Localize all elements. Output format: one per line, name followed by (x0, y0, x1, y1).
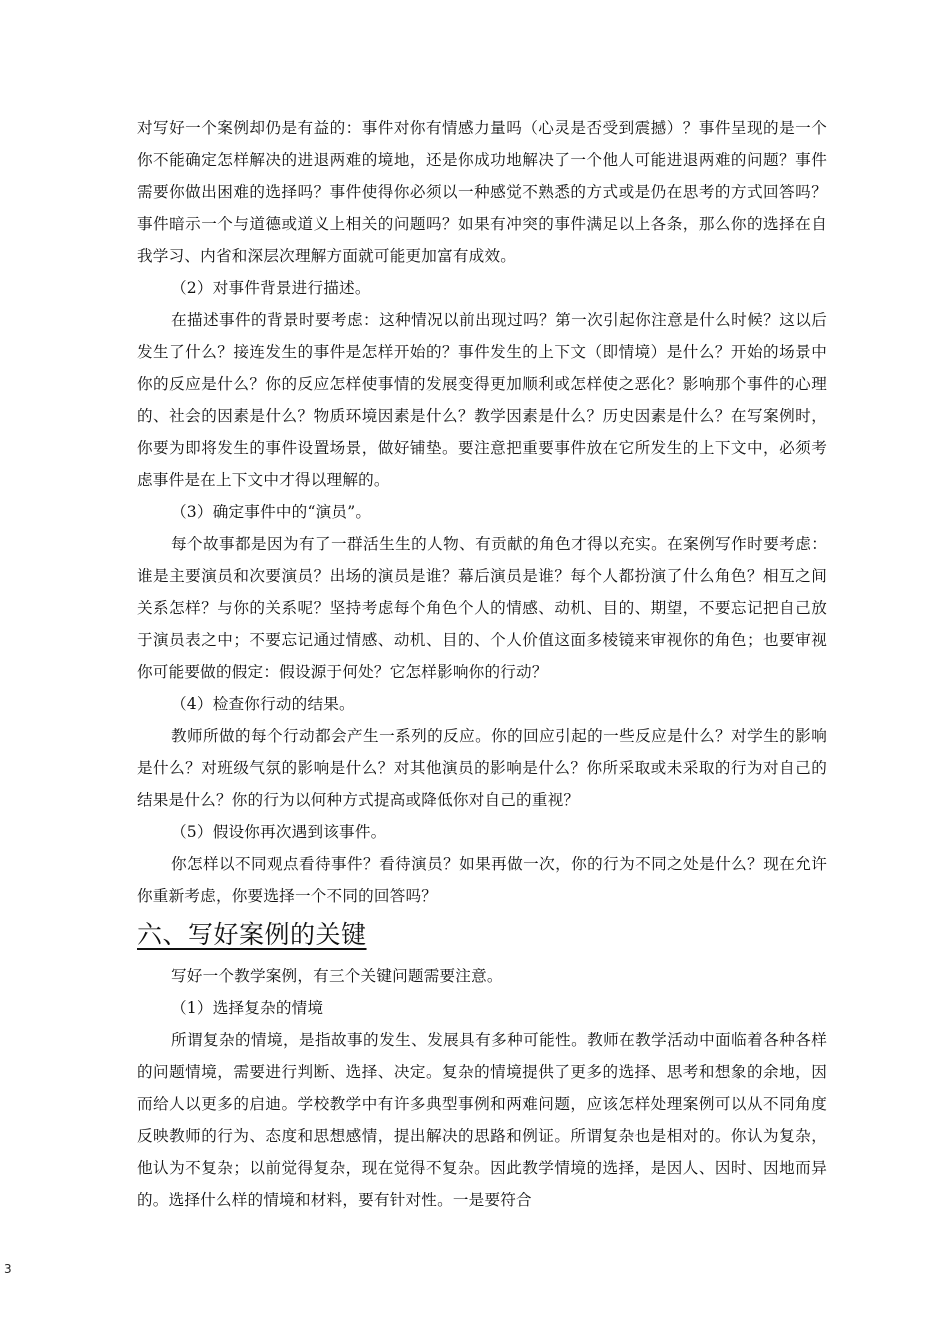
subheading-describe-background: （2）对事件背景进行描述。 (171, 279, 371, 297)
section-heading: 六、写好案例的关键 (137, 920, 367, 949)
paragraph-case-event-criteria: 对写好一个案例却仍是有益的：事件对你有情感力量吗（心灵是否受到震撼）？事件呈现的是一个你不能确定怎样解决的进退两难的境地，还是你成功地解决了一个他人可能进退两难的问题？事件需要你做出困难的选择吗？事件使得你必须以一种感觉不熟悉的方式或是仍在思考的方式回答吗？事件暗示一个与道德或道义上相关的问题吗？如果有冲突的事件满足以上各条，那么你的选择在自我学习、内省和深层次理解方面就可能更加富有成效。 (137, 119, 827, 265)
paragraph-encounter-again: 你怎样以不同观点看待事件？看待演员？如果再做一次，你的行为不同之处是什么？现在允许你重新考虑，你要选择一个不同的回答吗？ (137, 855, 827, 905)
paragraph-results-questions: 教师所做的每个行动都会产生一系列的反应。你的回应引起的一些反应是什么？对学生的影响是什么？对班级气氛的影响是什么？对其他演员的影响是什么？你所采取或未采取的行为对自己的结果是什么？你的行为以何种方式提高或降低你对自己的重视？ (137, 727, 827, 809)
subheading-check-results: （4）检查你行动的结果。 (171, 695, 355, 713)
paragraph-actors-questions: 每个故事都是因为有了一群活生生的人物、有贡献的角色才得以充实。在案例写作时要考虑：谁是主要演员和次要演员？出场的演员是谁？幕后演员是谁？每个人都扮演了什么角色？相互之间关系怎样？与你的关系呢？坚持考虑每个角色个人的情感、动机、目的、期望，不要忘记把自己放于演员表之中；不要忘记通过情感、动机、目的、个人价值这面多棱镜来审视你的角色；也要审视你可能要做的假定：假设源于何处？它怎样影响你的行动？ (137, 535, 827, 681)
page-number: 3 (4, 1262, 12, 1276)
subheading-identify-actors: （3）确定事件中的“演员”。 (171, 503, 372, 521)
paragraph-three-key-issues: 写好一个教学案例，有三个关键问题需要注意。 (171, 967, 503, 985)
paragraph-background-questions: 在描述事件的背景时要考虑：这种情况以前出现过吗？第一次引起你注意是什么时候？这以后发生了什么？接连发生的事件是怎样开始的？事件发生的上下文（即情境）是什么？开始的场景中你的反应是什么？你的反应怎样使事情的发展变得更加顺利或怎样使之恶化？影响那个事件的心理的、社会的因素是什么？物质环境因素是什么？教学因素是什么？历史因素是什么？在写案例时，你要为即将发生的事件设置场景，做好铺垫。要注意把重要事件放在它所发生的上下文中，必须考虑事件是在上下文中才得以理解的。 (137, 311, 827, 489)
subheading-encounter-again: （5）假设你再次遇到该事件。 (171, 823, 387, 841)
document-body (137, 112, 827, 1216)
subheading-choose-complex-situation: （1）选择复杂的情境 (171, 999, 324, 1017)
paragraph-complex-situation: 所谓复杂的情境，是指故事的发生、发展具有多种可能性。教师在教学活动中面临着各种各样的问题情境，需要进行判断、选择、决定。复杂的情境提供了更多的选择、思考和想象的余地，因而给人以更多的启迪。学校教学中有许多典型事例和两难问题，应该怎样处理案例可以从不同角度反映教师的行为、态度和思想感情，提出解决的思路和例证。所谓复杂也是相对的。你认为复杂，他认为不复杂；以前觉得复杂，现在觉得不复杂。因此教学情境的选择，是因人、因时、因地而异的。选择什么样的情境和材料，要有针对性。一是要符合 (137, 1031, 827, 1209)
